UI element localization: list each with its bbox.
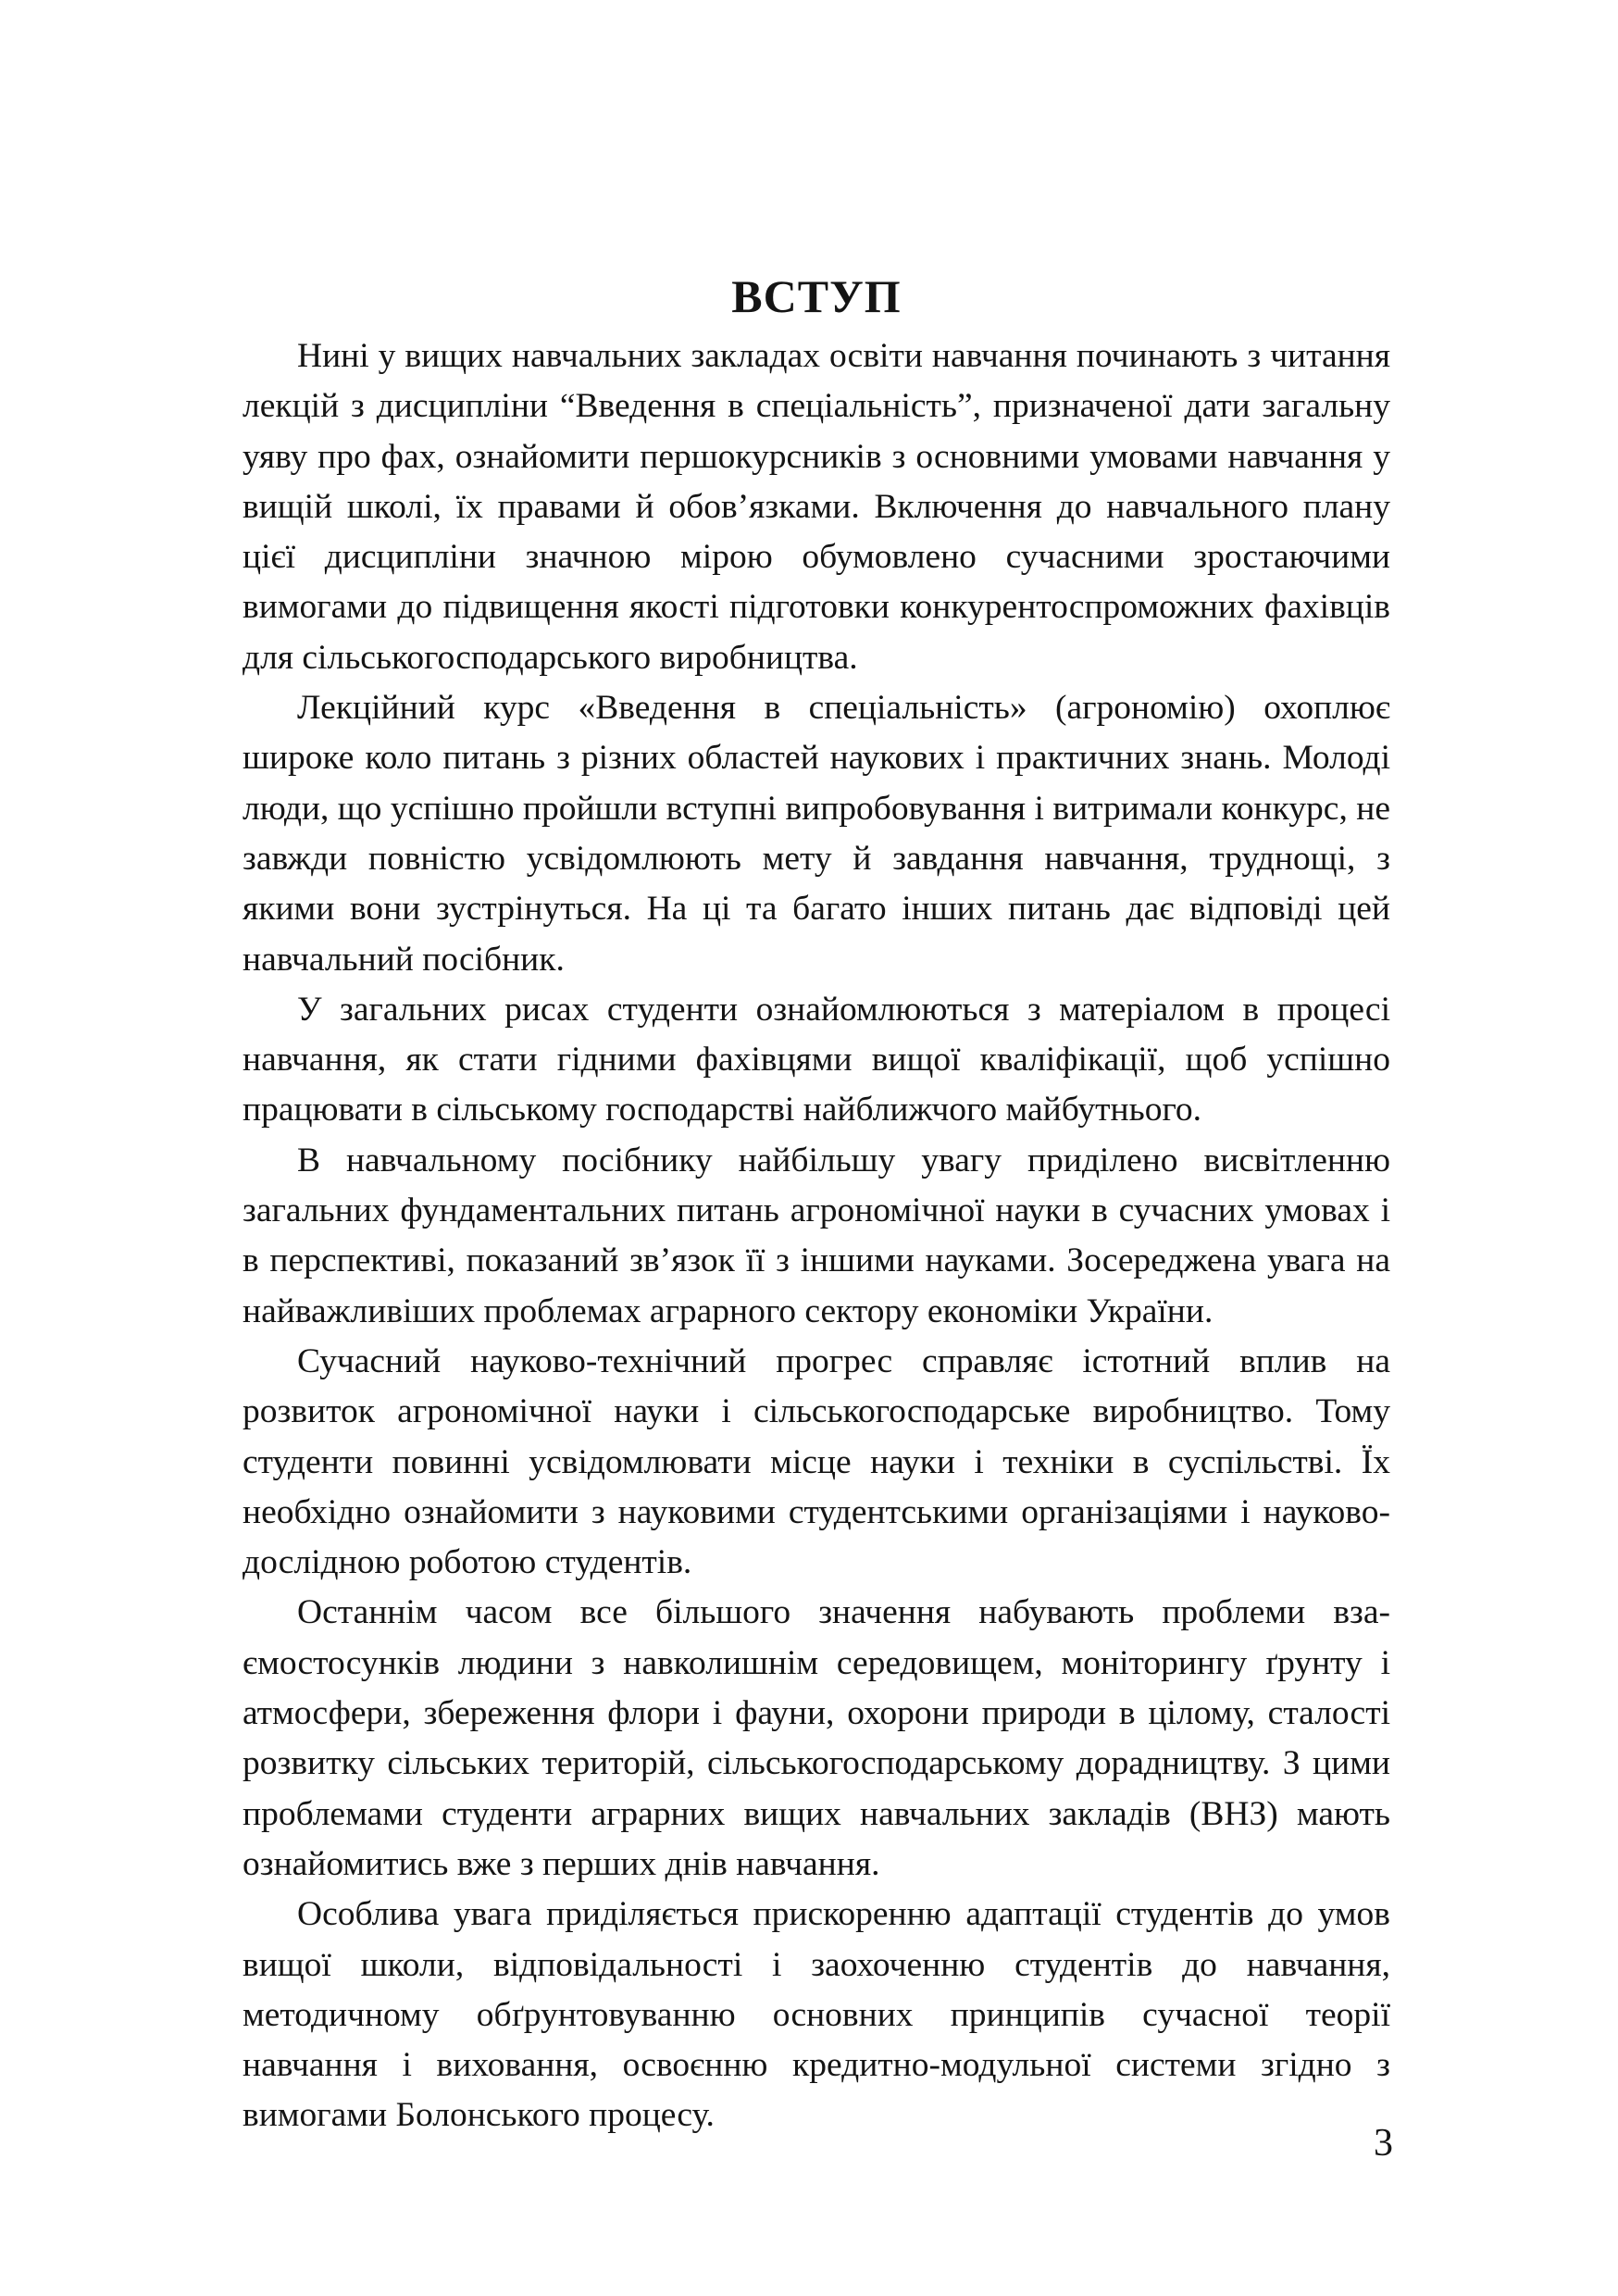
paragraph-4: В навчальному посібнику найбільшу увагу приділено висвітленню загальних фундаментальних питань агрономічної науки в сучасних умовах і в перспективі, показаний зв’язок її з іншими науками. Зосереджена увага на найважливіших проблемах аграрного сектору економіки України. (243, 1141, 1390, 1330)
paragraph-5: Сучасний науково-технічний прогрес справляє істотний вплив на розвиток агрономічної науки і сільськогосподарське виробництво. Тому студенти повинні усвідомлювати місце науки і техніки в суспільстві. Їх необхідно ознайомити з науковими студентськими організаціями і науково-дослідною роботою студентів. (243, 1341, 1390, 1582)
page-number: 3 (1374, 2122, 1393, 2165)
paragraph-3: У загальних рисах студенти ознайомлюються з матеріалом в процесі навчання, як стати гідними фахівцями вищої кваліфікації, щоб успішно працювати в сільському господарстві найближчого майбутнього. (243, 990, 1390, 1129)
paragraph-2: Лекційний курс «Введення в спеціальність» (агрономію) охоплює широке коло питань з різних областей наукових і практичних знань. Молоді люди, що успішно пройшли вступні випробовування і витримали конкурс, не завжди повністю усвідомлюють мету й завдання навчання, труднощі, з якими вони зустрінуться. На ці та багато інших питань дає відповіді цей навчальний посібник. (243, 689, 1390, 979)
page-body (243, 268, 1390, 2141)
paragraph-7: Особлива увага приділяється прискоренню адаптації студентів до умов вищої школи, відповідальності і заохоченню студентів до навчання, методичному обґрунтовуванню основних принципів сучасної теорії навчання і виховання, освоєнню кредитно-модульної системи згідно з вимогами Болонського процесу. (243, 1895, 1390, 2135)
page-title: ВСТУП (731, 270, 902, 322)
paragraph-1: Нині у вищих навчальних закладах освіти навчання починають з читання лекцій з дисципліни “Введення в спеціальність”, призначеної дати загальну уяву про фах, ознайомити першокурсників з основними умовами навчання у вищій школі, їх правами й обов’язками. Включення до навчального плану цієї дисципліни значною мірою обумовлено сучасними зростаючими вимогами до підвищення якості підготовки конкурентоспроможних фахівців для сільськогосподарського виробництва. (243, 337, 1390, 677)
paragraph-6: Останнім часом все більшого значення набувають проблеми взаємостосунків людини з навколишнім середовищем, моніторингу ґрунту і атмосфери, збереження флори і фауни, охорони природи в цілому, сталості розвитку сільських територій, сільськогосподарському дорадництву. З цими проблемами студенти аграрних вищих навчальних закладів (ВНЗ) мають ознайомитись вже з перших днів навчання. (243, 1593, 1390, 1883)
